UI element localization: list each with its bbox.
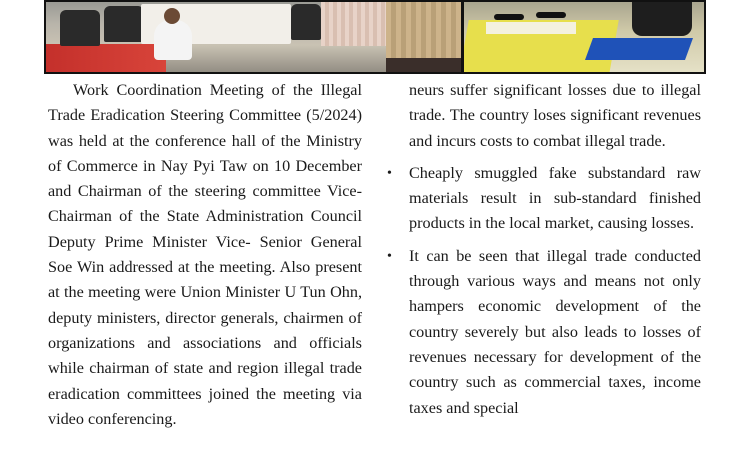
paper <box>486 22 576 34</box>
chair <box>104 6 144 42</box>
bullet-text: It can be seen that illegal trade conducted through various ways and means not only hampers economic development of the country severely but also leads to losses of revenues necessary for development of the country such as commercial taxes, income taxes and special <box>409 246 701 417</box>
video-conference-photo <box>464 2 706 74</box>
official-head <box>164 8 180 24</box>
seated-official <box>632 2 692 36</box>
right-column <box>385 78 701 421</box>
bullet-item <box>385 161 701 237</box>
bullet-icon: • <box>387 248 392 264</box>
microphone <box>494 14 524 20</box>
microphone <box>536 12 566 18</box>
red-carpet <box>46 44 166 74</box>
chair <box>60 10 100 46</box>
curtain <box>321 2 391 46</box>
bullet-list <box>385 161 701 421</box>
continued-paragraph: neurs suffer significant losses due to illegal trade. The country loses significant revenues and incurs costs to combat illegal trade. <box>409 81 701 150</box>
chair <box>291 4 321 40</box>
article-paragraph: Work Coordination Meeting of the Illegal Trade Eradication Steering Committee (5/2024) was held at the conference hall of the Ministry of Commerce in Nay Pyi Taw on 10 December and Chairman of the steering committee Vice-Chairman of the State Administration Council Deputy Prime Minister Vice- Senior General Soe Win addressed at the meeting. Also present at the meeting were Union Minister U Tun Ohn, deputy ministers, director generals, chairmen of organizations and associations and officials while chairman of state and region illegal trade eradication committees joined the meeting via video conferencing. <box>48 81 362 428</box>
bullet-item <box>385 244 701 421</box>
meeting-hall-photo <box>46 2 461 74</box>
drape <box>386 2 461 64</box>
bullet-text: Cheaply smuggled fake substandard raw materials result in sub-standard finished products in the local market, causing losses. <box>409 163 701 233</box>
photo-strip <box>44 0 706 74</box>
seated-official <box>154 20 192 60</box>
bullet-icon: • <box>387 165 392 181</box>
left-column <box>48 78 362 432</box>
blue-folder <box>585 38 693 60</box>
floor <box>386 58 461 74</box>
